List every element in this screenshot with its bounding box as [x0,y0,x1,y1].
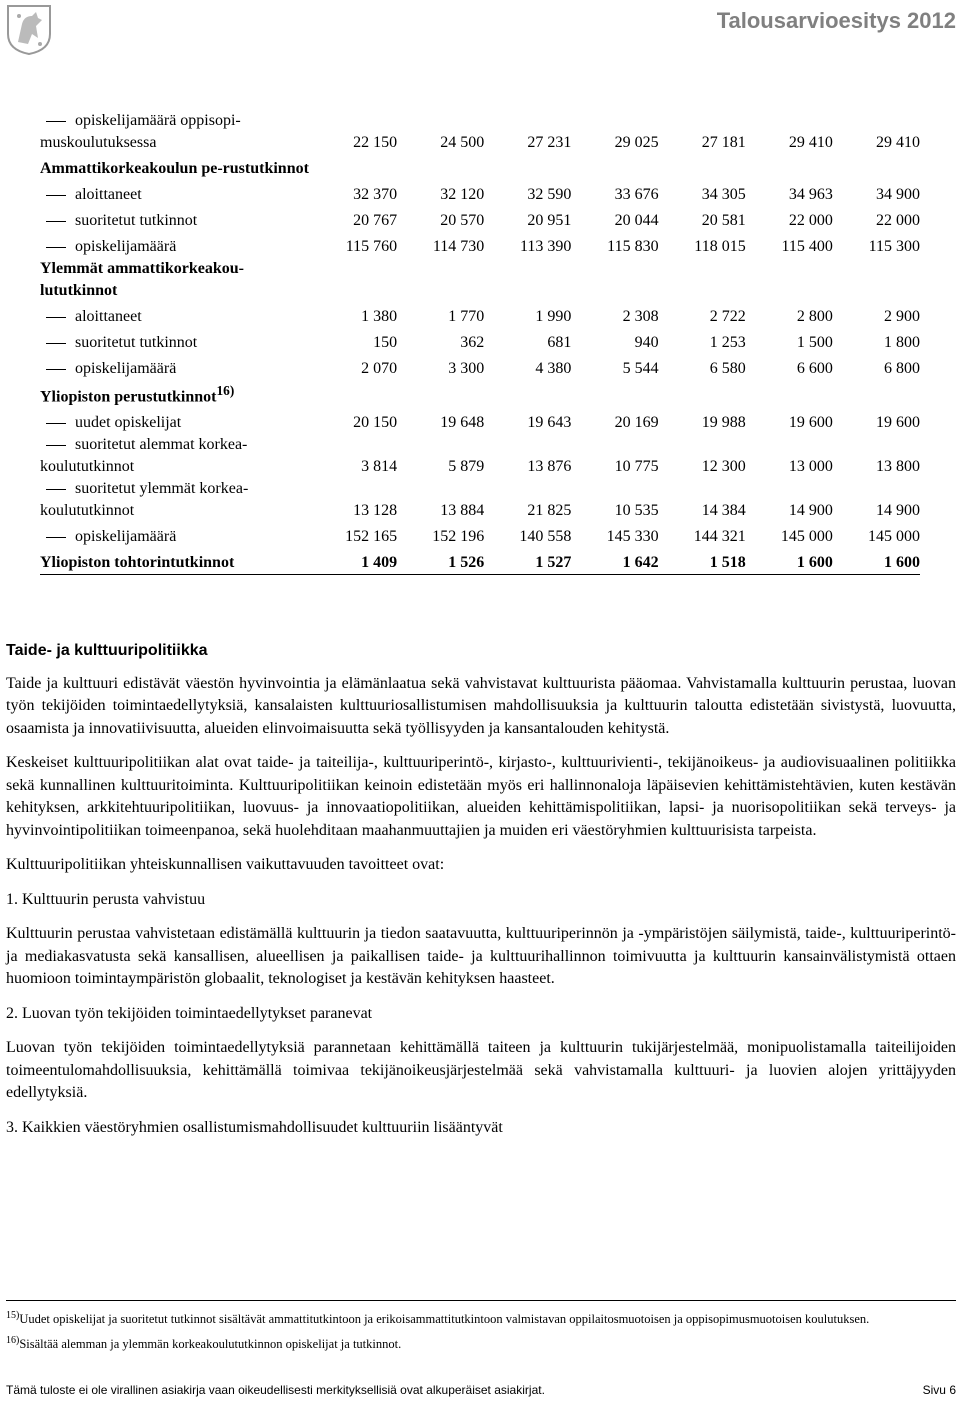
table-cell: 1 600 [833,548,920,575]
table-cell: 5 879 [448,458,485,476]
row-label [40,548,310,575]
table-cell [397,258,484,302]
table-cell: 1 600 [746,548,833,575]
row-label-text: aloittaneet [75,308,142,325]
table-cell: 20 150 [353,414,398,432]
row-label [40,522,310,548]
dash-marker [46,423,66,424]
row-label-text: opiskelijamäärä [75,528,177,546]
table-row [40,328,920,354]
table-group-row [40,154,920,180]
table-row [40,522,920,548]
table-cell [484,380,571,408]
table-cell: 19 988 [701,414,746,432]
table-cell [310,380,397,408]
table-cell: 144 321 [693,528,746,546]
table-cell: 19 600 [788,414,833,432]
footnote-text: Sisältää alemman ja ylemmän korkeakoulututkinnon opiskelijat ja tutkinnot. [19,1337,402,1352]
table-cell: 6 580 [709,360,746,377]
row-label [40,154,310,180]
table-cell: 13 876 [527,458,572,476]
table-cell: 19 648 [440,414,485,432]
table-cell [746,258,833,302]
section-heading: Taide- ja kulttuuripolitiikka [6,642,208,659]
table-cell: 10 535 [614,502,659,520]
row-label-text: opiskelijamäärä [75,360,177,377]
footnote [6,1332,956,1353]
table-cell [571,380,658,408]
table-cell [659,154,746,180]
dash-marker [46,121,66,122]
table-cell [833,154,920,180]
table-cell: 32 370 [353,186,398,203]
table-cell: 34 305 [701,186,746,203]
table-cell: 1 527 [484,548,571,575]
row-label [40,354,310,380]
table-cell: 1 500 [796,334,833,351]
table-cell: 2 070 [361,360,398,377]
table-cell [397,380,484,408]
paragraph: Keskeiset kulttuuripolitiikan alat ovat taide- ja taiteilija-, kulttuuriperintö-, kirjasto-, kulttuurivienti-, tekijänoikeus- ja audiovisuaalinen politiikka sekä kunnallinen kulttuuritoiminta. Kulttuuripolitiikan keinoin edistetään myös eri hallinnonaloja läpäisevien kehittämistehtävien, kuten kestävän kehityksen, arkkitehtuuripolitiikan, luovuus- ja innovaatiopolitiikan, alueiden kehittämispolitiikan, lapsi- ja nuorisopolitiikan sekä terveys- ja hyvinvointipolitiikan toimeenpanoa, sekä huolehditaan maahanmuuttajien ja muiden eri väestöryhmien kulttuurisista tarpeista. [6,754,956,839]
footnote-text: Uudet opiskelijat ja suoritetut tutkinnot sisältävät ammattitutkintoon ja erikoisammattitutkintoon valmistavan oppilaitosmuotoisen ja oppisopimusmuotoisen koulutuksen. [19,1312,870,1327]
table-group-row [40,380,920,408]
table-cell: 14 900 [788,502,833,520]
coat-of-arms-logo-icon [6,4,52,56]
table-cell: 118 015 [694,238,746,255]
table-cell: 14 900 [876,502,920,520]
table-cell: 6 800 [884,360,920,377]
footnote-mark: 16) [6,1335,20,1347]
table-row [40,478,920,522]
table-cell: 1 253 [709,334,746,351]
dash-marker [46,195,66,196]
table-cell: 27 231 [527,134,572,151]
table-cell: 21 825 [527,502,572,520]
table-cell [484,154,571,180]
table-cell: 19 643 [527,414,572,432]
table-group-row [40,258,920,302]
table-cell: 5 544 [622,360,659,377]
paragraph: Luovan työn tekijöiden toimintaedellytyksiä parannetaan kehittämällä taiteen ja kulttuurin tukijärjestelmää, monipuolistamalla taiteilijoiden toimeentulomahdollisuuksia, kehittämällä toimivaa tekijänoikeusjärjestelmää sekä vahvistamalla kulttuuri- ja luovien alojen yrittäjyyden edellytyksiä. [6,1039,956,1101]
row-label [40,434,310,478]
table-cell: 20 570 [440,212,485,229]
row-label-text: Ammattikorkeakoulun pe-rustutkinnot [40,160,309,177]
table-cell: 2 800 [796,308,833,325]
table-cell: 115 400 [781,238,833,255]
row-label-text: Yliopiston perustutkinnot [40,388,217,406]
row-label [40,180,310,206]
table-cell: 1 409 [310,548,397,575]
table-cell: 32 590 [527,186,572,203]
table-cell: 10 775 [614,458,659,476]
row-label-text: uudet opiskelijat [75,414,182,432]
table-row [40,354,920,380]
table-cell: 940 [634,334,659,351]
dash-marker [46,537,66,538]
table-cell [571,154,658,180]
paragraph: Kulttuurin perustaa vahvistetaan edistämällä kulttuurin ja tiedon saatavuutta, kulttuuriperinnön ja -ympäristöjen säilymistä, taide-, kulttuuriperintö- ja mediakasvatusta sekä kansallisen, alueellisen ja paikallisen taide- ja kulttuurihallinnon toimivuutta ja kulttuurin kansainvälistymistä ottaen huomioon toimintaympäristön globaalit, teknologiset ja kestävän kehityksen haasteet. [6,925,956,987]
table-cell [397,154,484,180]
table-cell: 1 990 [535,308,572,325]
page-number: Sivu 6 [922,1383,956,1397]
footnote-ref: 16) [216,383,235,398]
table-cell: 2 900 [884,308,920,325]
table-row [40,408,920,434]
table-cell: 6 600 [796,360,833,377]
goal-heading: 1. Kulttuurin perusta vahvistuu [6,890,206,908]
table-cell: 681 [547,334,572,351]
row-label-text: aloittaneet [75,186,142,203]
dash-marker [46,489,66,490]
document-title: Talousarvioesitys 2012 [716,8,956,33]
table-cell: 34 963 [788,186,833,203]
table-cell: 13 884 [440,502,485,520]
table-cell [659,258,746,302]
row-label-text: Yliopiston tohtorintutkinnot [40,554,235,572]
table-cell: 3 814 [361,458,398,476]
row-label [40,258,310,302]
table-cell: 1 380 [361,308,398,325]
row-label-text: opiskelijamäärä oppisopi-muskoulutuksessa [40,112,241,151]
table-row [40,180,920,206]
table-cell: 13 000 [788,458,833,476]
dash-marker [46,317,66,318]
table-cell: 12 300 [701,458,746,476]
table-cell: 13 128 [353,502,398,520]
table-cell: 145 000 [780,528,833,546]
row-label-text: suoritetut ylemmät korkea-koulututkinnot [40,480,249,520]
table-cell: 1 642 [571,548,658,575]
table-cell: 20 169 [614,414,659,432]
row-label-text: suoritetut tutkinnot [75,334,198,351]
table-cell: 3 300 [448,360,485,377]
page-footer [6,1383,956,1397]
row-label [40,328,310,354]
table-cell: 19 600 [876,414,920,432]
dash-marker [46,343,66,344]
row-label [40,206,310,232]
table-cell: 152 165 [345,528,398,546]
table-cell: 29 410 [876,134,920,151]
table-cell [746,154,833,180]
table-cell: 1 526 [397,548,484,575]
row-label [40,302,310,328]
row-label-text: Ylemmät ammattikorkeakou-lututkinnot [40,260,244,299]
footnote [6,1307,956,1328]
row-label [40,478,310,522]
row-label [40,380,310,408]
table-cell: 115 300 [868,238,920,255]
table-cell [746,380,833,408]
table-cell [833,380,920,408]
table-cell: 20 767 [353,212,398,229]
table-cell: 113 390 [520,238,572,255]
table-cell: 362 [460,334,485,351]
table-cell: 22 000 [876,212,920,229]
paragraph: Kulttuuripolitiikan yhteiskunnallisen vaikuttavuuden tavoitteet ovat: [6,856,445,873]
table-cell [659,380,746,408]
dash-marker [46,247,66,248]
education-statistics-table [40,110,920,575]
table-cell: 115 760 [345,238,398,255]
table-cell: 114 730 [432,238,485,255]
table-cell: 20 044 [614,212,659,229]
row-label [40,232,310,258]
table-cell: 115 830 [607,238,659,255]
table-cell: 4 380 [535,360,572,377]
table-cell: 20 581 [701,212,746,229]
table-cell: 145 000 [868,528,920,546]
row-label-text: opiskelijamäärä [75,238,177,255]
table-row [40,434,920,478]
table-row [40,232,920,258]
table-cell: 29 025 [614,134,659,151]
table-cell: 22 000 [788,212,833,229]
table-cell: 1 800 [884,334,920,351]
table-cell [833,258,920,302]
table-cell: 24 500 [440,134,485,151]
dash-marker [46,221,66,222]
goal-heading: 3. Kaikkien väestöryhmien osallistumismahdollisuudet kulttuuriin lisääntyvät [6,1118,503,1136]
table-cell: 145 330 [606,528,659,546]
culture-policy-section [6,640,956,1151]
table-cell [571,258,658,302]
table-cell [310,258,397,302]
row-label-text: suoritetut alemmat korkea-koulututkinnot [40,436,248,476]
table-cell: 29 410 [788,134,833,151]
table-cell: 1 770 [448,308,485,325]
table-cell: 150 [373,334,398,351]
footer-disclaimer: Tämä tuloste ei ole virallinen asiakirja vaan oikeudellisesti merkityksellisiä ovat alkuperäiset asiakirjat. [6,1383,545,1397]
table-cell: 14 384 [701,502,746,520]
table-cell: 1 518 [659,548,746,575]
table-cell: 20 951 [527,212,572,229]
table-group-row [40,548,920,575]
table-row [40,110,920,154]
table-row [40,206,920,232]
row-label [40,110,310,154]
table-cell: 22 150 [353,134,398,151]
table-cell [484,258,571,302]
table-cell: 33 676 [614,186,659,203]
table-cell: 34 900 [876,186,920,203]
goal-heading: 2. Luovan työn tekijöiden toimintaedellytykset paranevat [6,1004,373,1022]
table-cell: 152 196 [432,528,485,546]
table-row [40,302,920,328]
footnotes [6,1300,956,1357]
paragraph: Taide ja kulttuuri edistävät väestön hyvinvointia ja elämänlaatua sekä vahvistavat kulttuurista pääomaa. Vahvistamalla kulttuurin perustaa, luovan työn tekijöiden toimintaedellytyksiä, kansalaisten kulttuuriosallistumisen mahdollisuuksia ja kulttuurin taloutta edistetään sivistystä, luovuutta, osaamista ja innovatiivisuutta, alueiden elinvoimaisuutta sekä työllisyyden ja kansantalouden kehitystä. [6,674,956,737]
row-label [40,408,310,434]
dash-marker [46,369,66,370]
table-cell: 2 722 [709,308,746,325]
row-label-text: suoritetut tutkinnot [75,212,198,229]
footnote-mark: 15) [6,1310,20,1321]
table-cell: 32 120 [440,186,485,203]
table-cell: 13 800 [876,458,920,476]
table-cell: 2 308 [622,308,659,325]
table-cell [310,154,397,180]
table-cell: 27 181 [701,134,746,151]
table-cell: 140 558 [519,528,572,546]
dash-marker [46,445,66,446]
